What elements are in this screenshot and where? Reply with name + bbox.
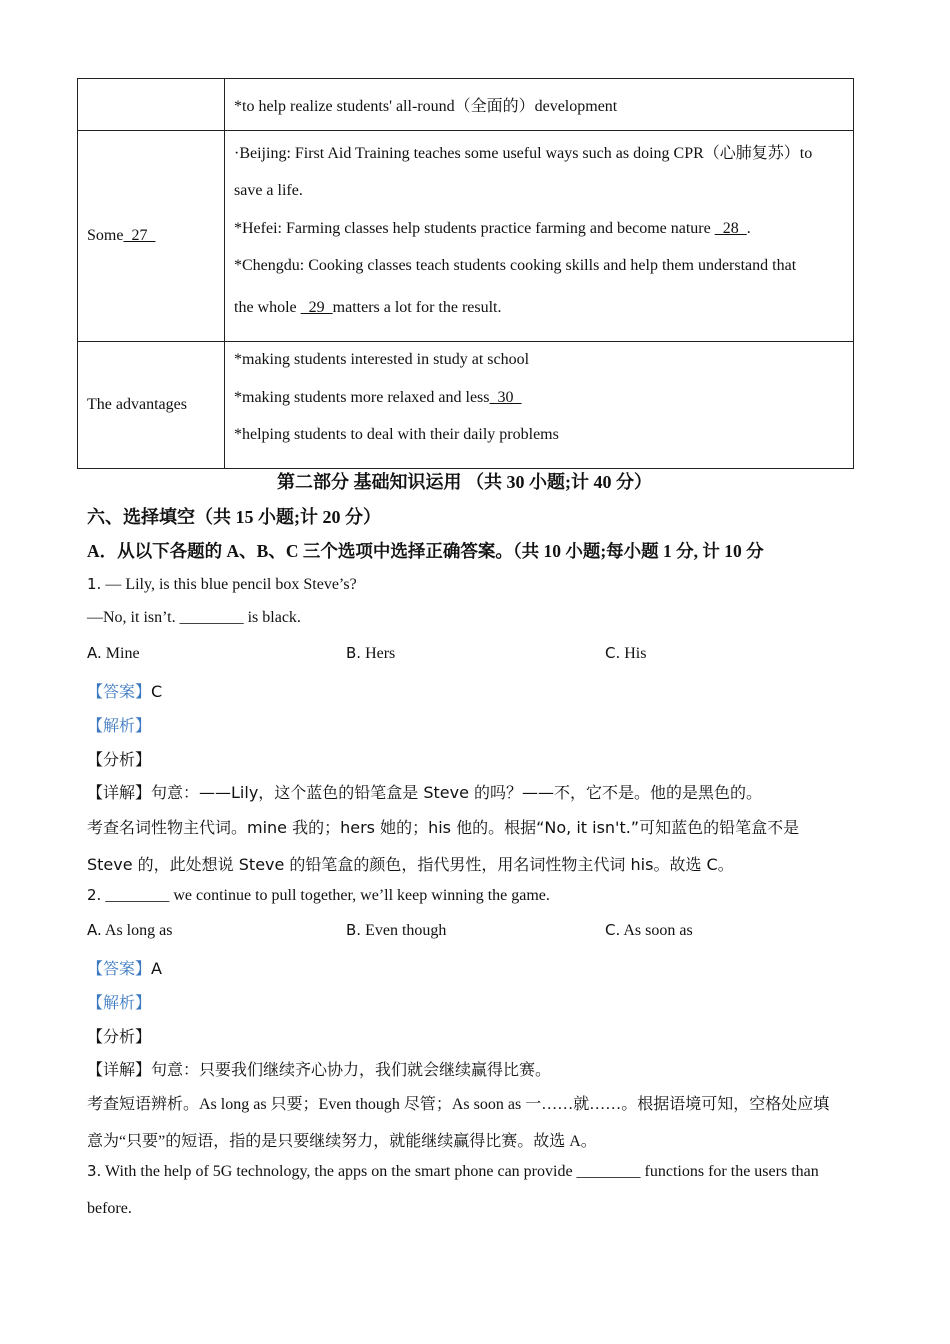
beijing-line-2: save a life. [234, 182, 303, 199]
q1-option-b[interactable] [346, 644, 395, 663]
part2-title: 第二部分 基础知识运用 （共 30 小题;计 40 分） [277, 472, 652, 492]
option-label: A. [87, 921, 102, 939]
table-cell [225, 79, 854, 131]
q3-number: 3. [87, 1162, 102, 1180]
option-text: His [620, 645, 647, 662]
q2-detail-3: 意为“只要”的短语，指的是只要继续努力，就能继续赢得比赛。故选 A。 [87, 1133, 597, 1150]
q1-number: 1. [87, 575, 102, 593]
q2-fenxi: 【分析】 [87, 1027, 152, 1046]
q3-stem-text: With the help of 5G technology, the apps on the smart phone can provide ________ functions for the users than [101, 1163, 819, 1180]
table-row [78, 79, 854, 131]
q1-detail-1 [87, 780, 762, 803]
blank-29: 29 [300, 299, 333, 316]
q1-option-c[interactable] [605, 644, 646, 663]
q2-option-a[interactable] [87, 921, 172, 940]
chengdu-text: the whole [234, 299, 301, 316]
q1-detail-2: 考查名词性物主代词。mine 我的；hers 她的；his 他的。根据“No, it isn't.”可知蓝色的铅笔盒不是 [87, 818, 800, 837]
sectionA-title: A．从以下各题的 A、B、C 三个选项中选择正确答案。（共 10 小题;每小题 1 分, 计 10 分 [87, 541, 764, 561]
advantage-2 [234, 389, 522, 407]
hefei-end: . [746, 220, 751, 237]
q1-jiexi: 【解析】 [87, 716, 152, 735]
table-row [78, 342, 854, 469]
row3-label: The advantages [87, 396, 187, 413]
option-text: Mine [101, 645, 140, 662]
q2-stem-text: ________ we continue to pull together, we’ll keep winning the game. [101, 887, 550, 904]
advantage-3: *helping students to deal with their daily problems [234, 426, 559, 443]
option-label: A. [87, 644, 102, 662]
option-text: Hers [361, 645, 396, 662]
q2-option-c[interactable] [605, 921, 693, 940]
option-text: Even though [361, 922, 447, 939]
detail-text: 句意：只要我们继续齐心协力，我们就会继续赢得比赛。 [151, 1060, 552, 1079]
answer-value: A [151, 959, 162, 978]
beijing-line: ·Beijing: First Aid Training teaches some useful ways such as doing CPR（心肺复苏）to [234, 145, 813, 162]
q1-option-a[interactable] [87, 644, 140, 663]
q2-option-b[interactable] [346, 921, 446, 940]
info-table [77, 78, 854, 469]
table-cell [78, 131, 225, 342]
table-cell [78, 342, 225, 469]
option-label: B. [346, 644, 362, 662]
q1-answer [87, 679, 162, 702]
option-text: As long as [101, 922, 173, 939]
q1-stem-text: — Lily, is this blue pencil box Steve’s? [101, 576, 357, 593]
q2-stem [87, 886, 550, 905]
detail-tag: 【详解】 [87, 783, 152, 802]
blank-28: 28 [714, 220, 747, 237]
advantage-2-text: *making students more relaxed and less [234, 389, 490, 406]
q1-stem-2: —No, it isn’t. ________ is black. [87, 609, 301, 626]
section6-title: 六、选择填空（共 15 小题;计 20 分） [87, 507, 381, 527]
q2-jiexi: 【解析】 [87, 993, 152, 1012]
chengdu-line: *Chengdu: Cooking classes teach students cooking skills and help them understand that [234, 257, 797, 274]
blank-30: 30 [489, 389, 522, 406]
chengdu-line-2 [234, 299, 502, 317]
q2-detail-2: 考查短语辨析。As long as 只要；Even though 尽管；As soon as 一……就……。根据语境可知，空格处应填 [87, 1096, 830, 1113]
detail-tag: 【详解】 [87, 1060, 152, 1079]
q3-stem [87, 1162, 819, 1181]
hefei-line [234, 220, 751, 238]
table-row [78, 131, 854, 342]
q1-stem [87, 575, 357, 594]
q1-detail-3: Steve 的，此处想说 Steve 的铅笔盒的颜色，指代男性，用名词性物主代词 his。故选 C。 [87, 855, 734, 874]
table-cell [225, 342, 854, 469]
chengdu-end: matters a lot for the result. [332, 299, 502, 316]
q2-number: 2. [87, 886, 102, 904]
hefei-text: *Hefei: Farming classes help students practice farming and become nature [234, 220, 715, 237]
blank-27: 27 [123, 227, 156, 244]
advantage-1: *making students interested in study at school [234, 351, 530, 368]
q3-stem-2: before. [87, 1200, 132, 1217]
answer-value: C [151, 682, 163, 701]
q1-fenxi: 【分析】 [87, 750, 152, 769]
q2-detail-1 [87, 1057, 551, 1080]
table-cell [225, 131, 854, 342]
option-label: B. [346, 921, 362, 939]
q2-answer [87, 956, 162, 979]
answer-tag: 【答案】 [87, 959, 152, 978]
option-label: C. [605, 644, 621, 662]
answer-tag: 【答案】 [87, 682, 152, 701]
detail-text: 句意：——Lily，这个蓝色的铅笔盒是 Steve 的吗？——不，它不是。他的是黑色的。 [151, 783, 763, 802]
row1-text: *to help realize students' all-round（全面的）development [234, 98, 618, 115]
row2-label: Some [87, 227, 124, 244]
table-cell [78, 79, 225, 131]
option-label: C. [605, 921, 621, 939]
option-text: As soon as [620, 922, 693, 939]
